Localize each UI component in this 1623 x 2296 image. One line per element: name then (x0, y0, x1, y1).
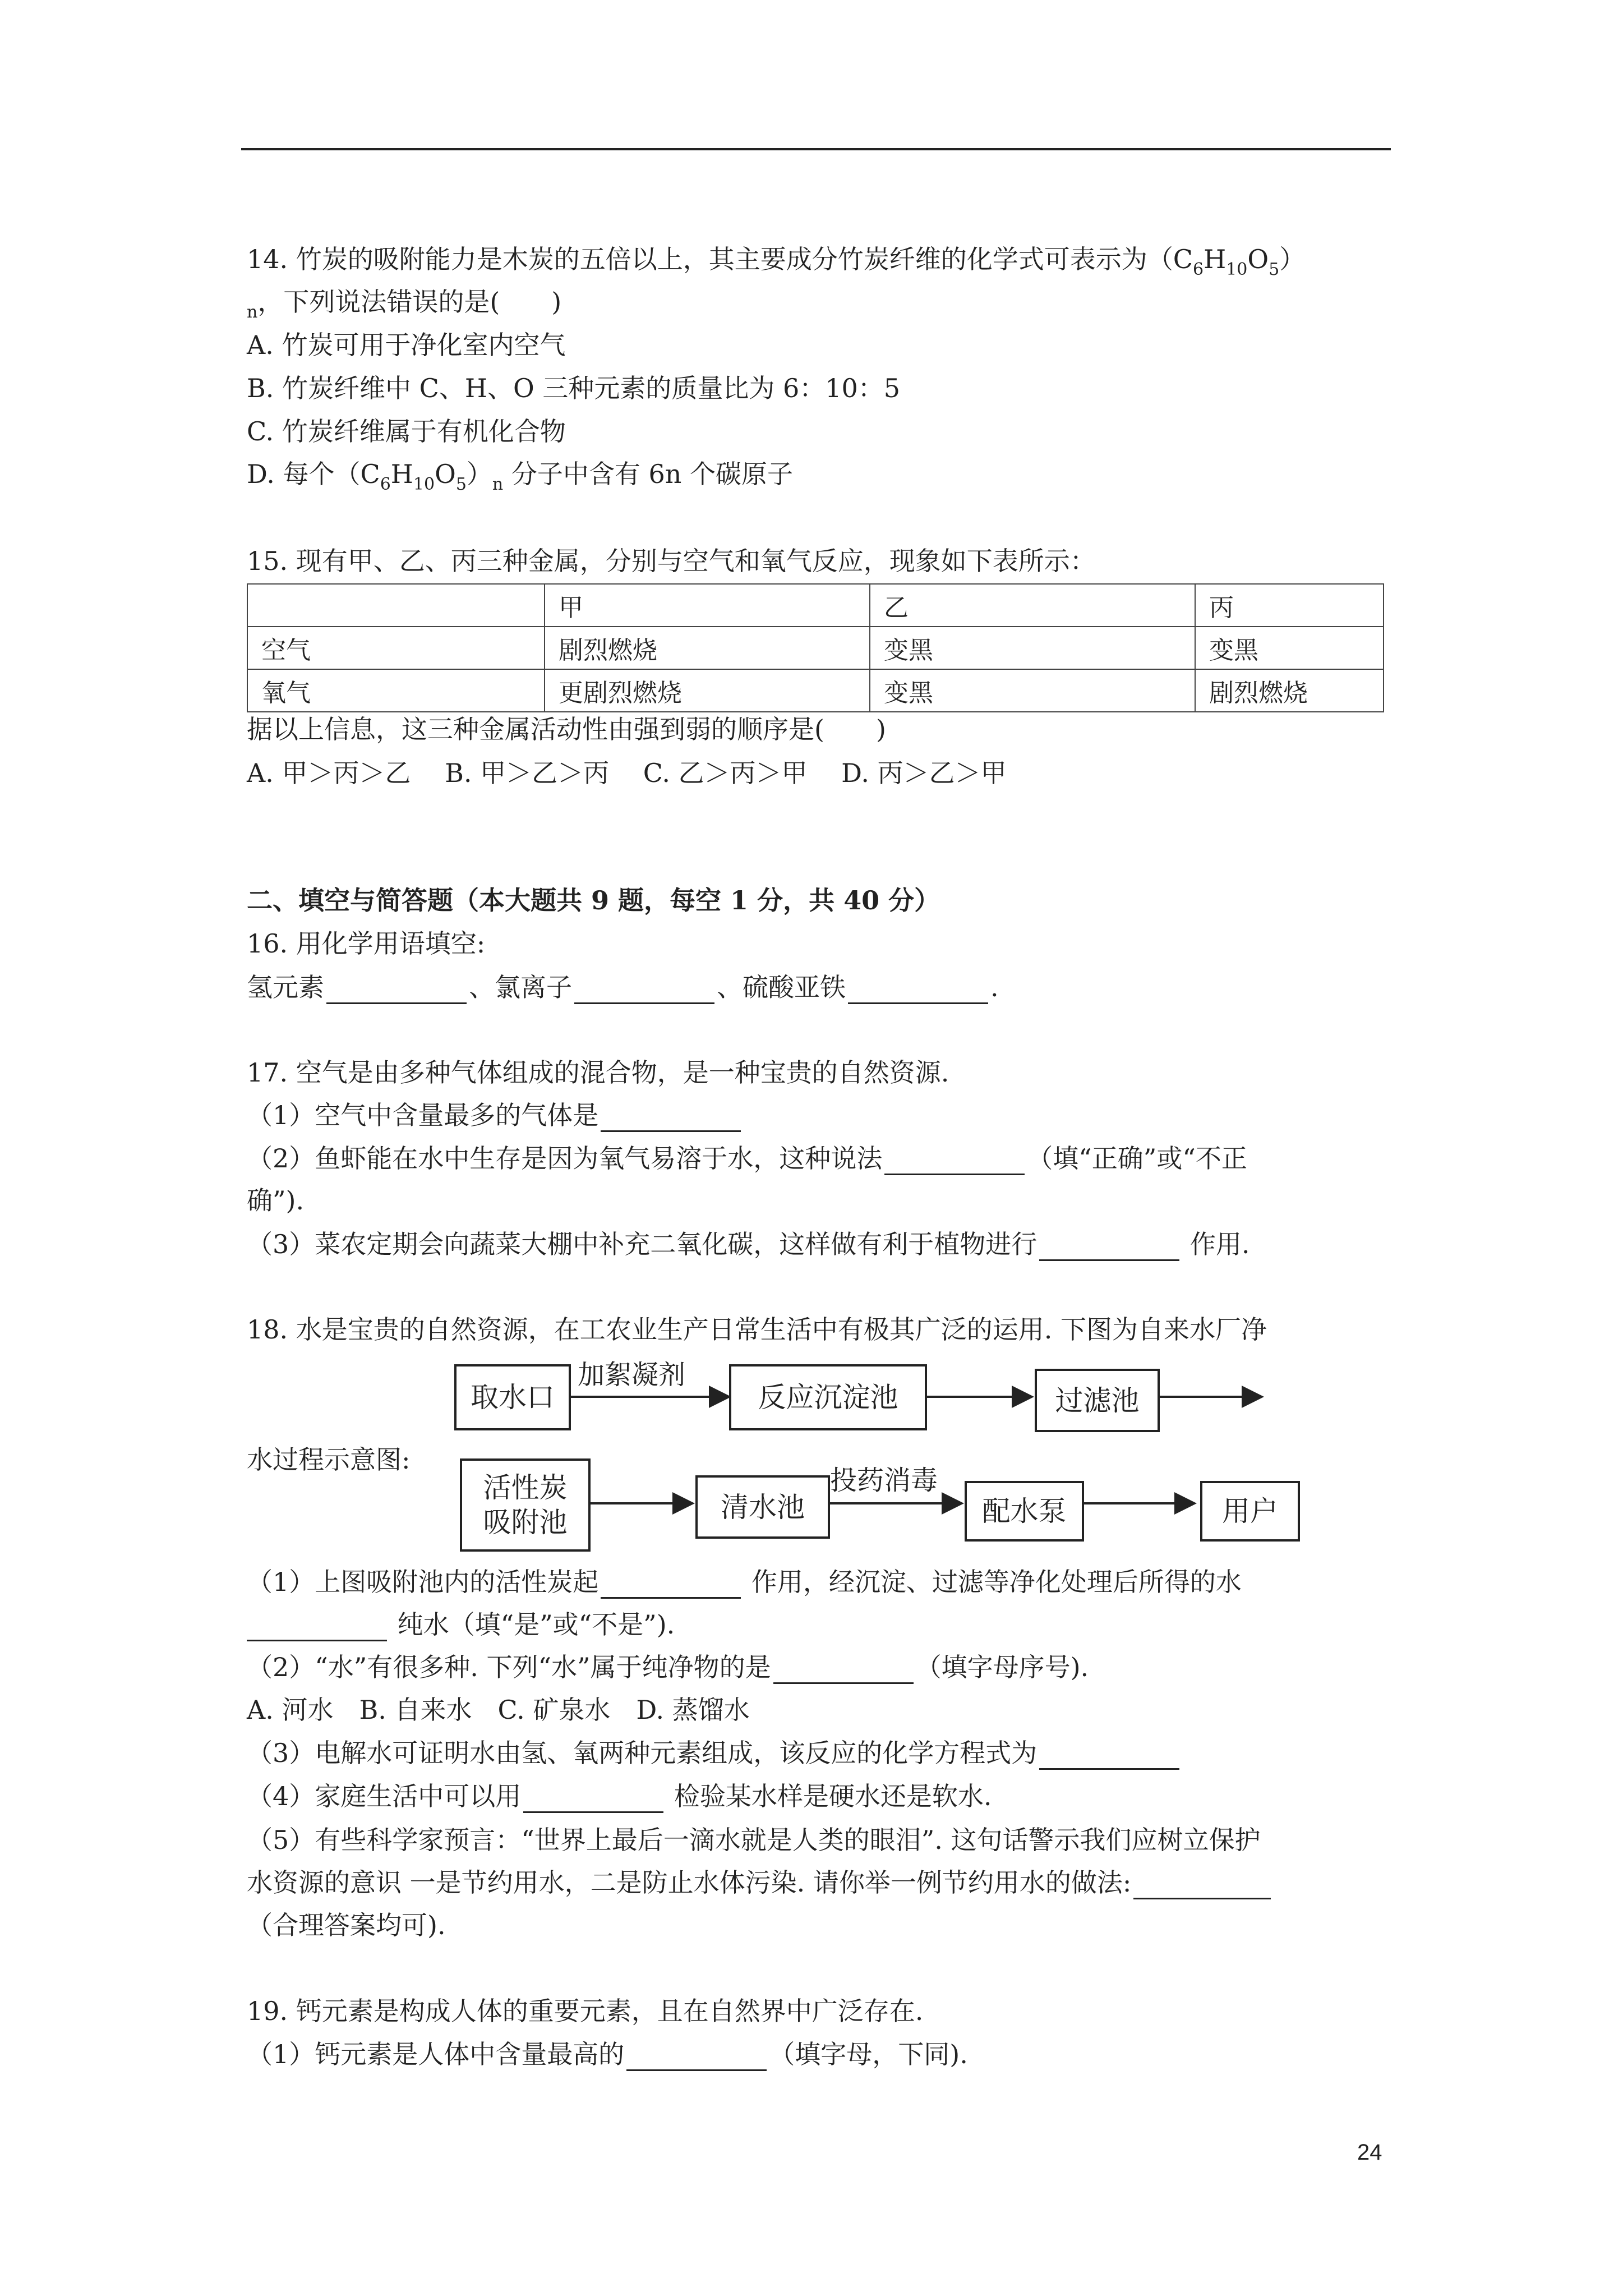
table-cell: 空气 (247, 627, 545, 669)
arrow-label-disinfection: 投药消毒 (830, 1465, 938, 1496)
q19-part1: （1）钙元素是人体中含量最高的 （填字母，下同). (247, 2037, 968, 2071)
step-carbon-adsorption: 活性炭 吸附池 (460, 1458, 591, 1552)
table-cell: 甲 (545, 584, 870, 627)
table-cell: 变黑 (870, 669, 1195, 712)
step-clear-water-tank: 清水池 (695, 1475, 830, 1539)
q14-option-b: B. 竹炭纤维中 C、H、O 三种元素的质量比为 6：10：5 (247, 373, 901, 403)
step-sedimentation: 反应沉淀池 (729, 1364, 927, 1430)
q17-part2-cont: 确”). (247, 1185, 305, 1216)
step-intake: 取水口 (454, 1364, 571, 1430)
table-cell: 氧气 (247, 669, 545, 712)
q14-option-c: C. 竹炭纤维属于有机化合物 (247, 416, 566, 447)
section-title: 二、填空与简答题（本大题共 9 题，每空 1 分，共 40 分） (247, 885, 940, 915)
q18-part3: （3）电解水可证明水由氢、氧两种元素组成，该反应的化学方程式为 (247, 1736, 1182, 1770)
q18-part4: （4）家庭生活中可以用 检验某水样是硬水还是软水. (247, 1779, 992, 1813)
answer-blank[interactable] (247, 1615, 387, 1641)
q14-stem-cont: $_n$，下列说法错误的是( ) (247, 287, 562, 322)
q17-part2: （2）鱼虾能在水中生存是因为氧气易溶于水，这种说法 （填“正确”或“不正 (247, 1142, 1247, 1175)
q18-part5: （5）有些科学家预言：“世界上最后一滴水就是人类的眼泪”. 这句话警示我们应树立保护 (247, 1825, 1261, 1855)
answer-blank[interactable] (601, 1572, 741, 1599)
answer-blank[interactable] (1133, 1873, 1271, 1899)
q19-stem: 19. 钙元素是构成人体的重要元素，且在自然界中广泛存在. (247, 1996, 924, 2026)
q15-question: 据以上信息，这三种金属活动性由强到弱的顺序是( ) (247, 714, 886, 744)
q17-part1: （1）空气中含量最多的气体是 (247, 1098, 743, 1132)
q17-part3: （3）菜农定期会向蔬菜大棚中补充二氧化碳，这样做有利于植物进行 作用. (247, 1227, 1250, 1261)
q18-part1: （1）上图吸附池内的活性炭起 作用，经沉淀、过滤等净化处理后所得的水 (247, 1565, 1242, 1599)
q17-stem: 17. 空气是由多种气体组成的混合物，是一种宝贵的自然资源. (247, 1057, 949, 1088)
q14-stem: 14. 竹炭的吸附能力是木炭的五倍以上，其主要成分竹炭纤维的化学式可表示为$(C_6H_{10}O_5)$ (247, 244, 1306, 279)
q14-option-d: D. 每个$(C_6H_{10}O_5)_n$ 分子中含有 6n 个碳原子 (247, 459, 793, 494)
table-cell: 剧烈燃烧 (1195, 669, 1384, 712)
q18-stem-cont: 水过程示意图: (247, 1444, 411, 1475)
table-cell: 变黑 (1195, 627, 1384, 669)
q15-options: A. 甲＞丙＞乙 B. 甲＞乙＞丙 C. 乙＞丙＞甲 D. 丙＞乙＞甲 (247, 758, 1007, 788)
q15-stem: 15. 现有甲、乙、丙三种金属，分别与空气和氧气反应，现象如下表所示： (247, 546, 1096, 576)
step-filtration: 过滤池 (1035, 1369, 1160, 1432)
answer-blank[interactable] (773, 1658, 914, 1684)
table-cell: 变黑 (870, 627, 1195, 669)
q18-stem: 18. 水是宝贵的自然资源，在工农业生产日常生活中有极其广泛的运用. 下图为自来水厂净 (247, 1314, 1267, 1345)
q16-blanks: 氢元素 、氯离子 、硫酸亚铁 . (247, 970, 999, 1004)
arrow-label-coagulant: 加絮凝剂 (578, 1359, 686, 1391)
q18-part5-cont: 水资源的意识 一是节约用水，二是防止水体污染. 请你举一例节约用水的做法: (247, 1866, 1273, 1899)
q14-option-a: A. 竹炭可用于净化室内空气 (247, 330, 566, 360)
q18-part1-cont: 纯水（填“是”或“不是”). (247, 1608, 675, 1641)
q16-stem: 16. 用化学用语填空: (247, 928, 486, 959)
q18-part2-options: A. 河水 B. 自来水 C. 矿泉水 D. 蒸馏水 (247, 1695, 750, 1725)
step-pump: 配水泵 (965, 1481, 1084, 1542)
table-cell: 更剧烈燃烧 (545, 669, 870, 712)
answer-blank[interactable] (1039, 1743, 1179, 1770)
table-cell: 乙 (870, 584, 1195, 627)
table-cell: 剧烈燃烧 (545, 627, 870, 669)
q18-part2: （2）“水”有很多种. 下列“水”属于纯净物的是 （填字母序号). (247, 1650, 1089, 1684)
q18-part5-note: （合理答案均可). (247, 1910, 446, 1940)
step-user: 用户 (1200, 1481, 1300, 1542)
table-cell: 丙 (1195, 584, 1384, 627)
answer-blank[interactable] (626, 2045, 767, 2071)
answer-blank[interactable] (523, 1787, 663, 1813)
page-number: 24 (1357, 2140, 1382, 2165)
